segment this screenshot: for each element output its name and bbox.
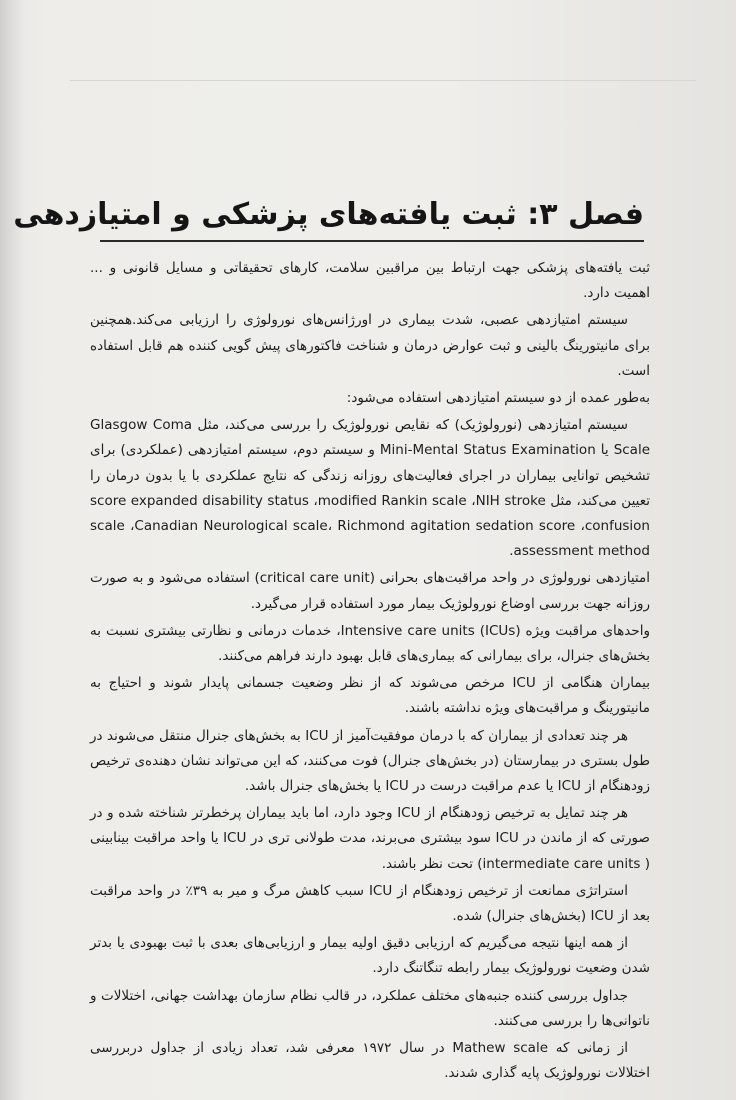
paragraph-7: بیماران هنگامی از ICU مرخص می‌شوند که از نظر وضعیت جسمانی پایدار شوند و احتیاج به مانیتورینگ و مراقبت‌های ویژه نداشته باشند. — [90, 675, 650, 717]
paragraph-2: سیستم امتیازدهی عصبی، شدت بیماری در اورژانس‌های نورولوژی را ارزیابی می‌کند.همچنین برای مانیتورینگ بالینی و ثبت عوارض درمان و شناخت فاکتورهای پیش گویی کننده هم قابل استفاده است. — [90, 312, 650, 379]
paragraph-13: از زمانی که Mathew scale در سال ۱۹۷۲ معرفی شد، تعداد زیادی از جداول دربررسی اختلالات نورولوژیک پایه گذاری شدند. — [90, 1040, 650, 1082]
paragraph-3: به‌طور عمده از دو سیستم امتیازدهی استفاده می‌شود: — [346, 390, 650, 407]
paragraph-12: جداول بررسی کننده جنبه‌های مختلف عملکرد، در قالب نظام سازمان بهداشت جهانی، اختلالات و ناتوانی‌ها را بررسی می‌کنند. — [90, 987, 650, 1029]
paragraph-1: ثبت یافته‌های پزشکی جهت ارتباط بین مراقبین سلامت، کارهای تحقیقاتی و مسایل قانونی و ... اهمیت دارد. — [90, 260, 650, 302]
paragraph-4: سیستم امتیازدهی (نورولوژیک) که نقایص نورولوژیک را بررسی می‌کند، مثل Glasgow Coma Scale یا Mini-Mental Status Examination و سیستم دوم، سیستم امتیازدهی (عملکردی) برای تشخیص توانایی بیماران در اجرای فعالیت‌های روزانه زندگی که نتایج عملکردی با یا بدون درمان را تعیین می‌کند، مثل score expanded disability status ،modified Rankin scale ،NIH stroke scale ،Canadian Neurological scale، Richmond agitation sedation score ،confusion assessment method. — [90, 417, 651, 560]
paragraph-6: واحدهای مراقبت ویژه (Intensive care units (ICUs، خدمات درمانی و نظارتی بیشتری نسبت به بخش‌های جنرال، برای بیمارانی که بیماری‌های قابل بهبود دارند فراهم می‌کنند. — [90, 622, 650, 665]
paragraph-9: هر چند تمایل به ترخیص زودهنگام از ICU وجود دارد، اما باید بیماران پرخطرتر شناخته شده و در صورتی که از ماندن در ICU سود بیشتری می‌برند، مدت طولانی تری در ICU یا واحد مراقبت بینابینی ( intermediate care units) تحت نظر باشند. — [90, 805, 650, 872]
paragraph-10: استراتژی ممانعت از ترخیص زودهنگام از ICU سبب کاهش مرگ و میر به ۳۹٪ در واحد مراقبت بعد از ICU (بخش‌های جنرال) شده. — [90, 882, 650, 925]
title-divider — [100, 240, 644, 242]
show-through-header — [70, 52, 696, 81]
chapter-title: فصل ۳: ثبت یافته‌های پزشکی و امتیازدهی — [13, 197, 644, 232]
paragraph-11: از همه اینها نتیجه می‌گیریم که ارزیابی دقیق اولیه بیمار و ارزیابی‌های بعدی با ثبت بهبودی یا بدتر شدن وضعیت نورولوژیک بیمار رابطه تنگاتنگ دارد. — [90, 935, 650, 977]
paragraph-5: امتیازدهی نورولوژی در واحد مراقبت‌های بحرانی (critical care unit) استفاده می‌شود و به صورت روزانه جهت بررسی اوضاع نورولوژیک بیمار مورد استفاده قرار می‌گیرد. — [90, 570, 650, 612]
page-binding-shadow — [0, 0, 22, 1100]
paragraph-8: هر چند تعدادی از بیماران که با درمان موفقیت‌آمیز از ICU به بخش‌های جنرال منتقل می‌شوند در طول بستری در بیمارستان (در بخش‌های جنرال) فوت می‌کنند، که این می‌تواند نشان دهنده‌ی ترخیص زودهنگام از ICU یا عدم مراقبت درست در ICU یا بخش‌های جنرال باشد. — [90, 727, 650, 795]
body-text — [90, 256, 650, 1089]
